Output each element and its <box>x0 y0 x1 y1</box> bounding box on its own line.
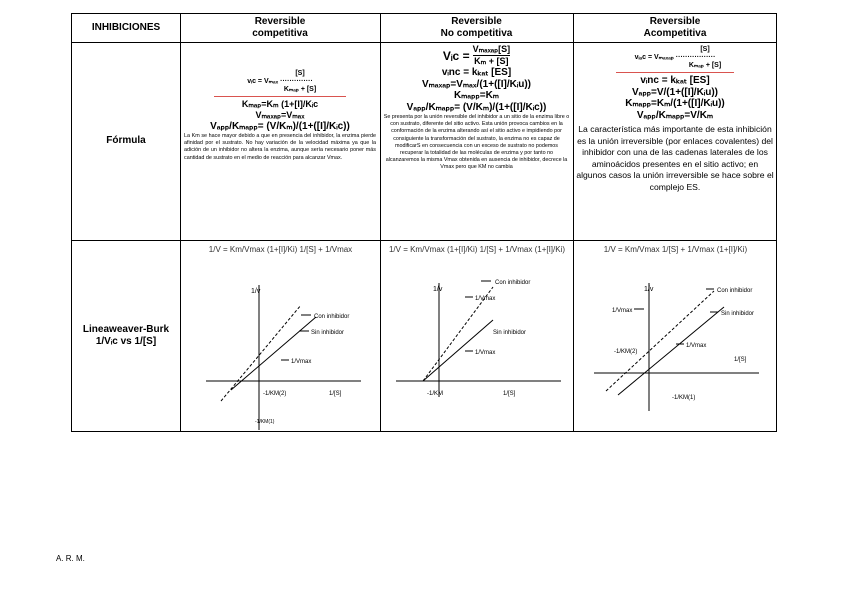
formula-denominator: Kₘ + [S] <box>474 56 509 66</box>
red-divider <box>214 96 346 97</box>
row-label-text: Lineaweaver-Burk <box>82 324 170 335</box>
formula-kmap: Kₘₐₚₚ=Kₘ/(1+([I]/Kᵢu)) <box>625 98 725 109</box>
formula-denominator: Kₘₐₚ + [S] <box>688 62 722 69</box>
header-line: competitiva <box>252 28 308 39</box>
uncompetitive-description: La característica más importante de esta inhibición es la unión irreversible (por enlaces covalentes) del inhibidor con una de las cadenas laterales de los aminoácidos presentes en el sitio activo; en algunos casos la unión irreversible se hace sobre el complejo ES. <box>576 124 774 192</box>
header-uncompetitive <box>573 16 777 40</box>
formula-lhs: Vᵢc = <box>442 48 470 63</box>
row-label-formula <box>72 42 180 240</box>
label-sin-inhibidor: Sin inhibidor <box>311 330 345 336</box>
formula-vapp: Vₐₚₚ/Kₘₐₚₚ= (V/Kₘ)/(1+([I]/Kᵢc)) <box>210 121 350 132</box>
formula-main <box>383 44 570 67</box>
formula-numerator: [S] <box>700 46 710 53</box>
formula-vmaxap: Vₘₐₓₐₚ=Vₘₐₓ/(1+([I]/Kᵢu)) <box>421 78 532 90</box>
formula-vapp: Vₐₚₚ/Kₘₐₚₚ= (V/Kₘ)/(1+([I]/Kᵢc)) <box>406 101 547 113</box>
noncompetitive-description: Se presenta por la unión reversible del inhibidor a un sitio de la enzima libre o con sustrato, diferente del sitio activo. Esta unión provoca cambios en la conformación de la enzima alterando así el sitio activo e impidiendo por consiguiente la transformación del sustrato, la enzima no es capaz de modificarS en consecuencia con un exceso de sustrato no podemos recuperar la totalidad de las moléculas de enzima y por tanto no alcanzaremos la misma Vmax obtenida en ausencia de inhibidor, decrece la Vmax pero que KM no cambia <box>383 114 570 171</box>
formula-lhs: vᵢc = Vₘₐₓ ·············· <box>247 78 313 85</box>
y-label: 1/v <box>251 288 261 295</box>
formula-numerator: [S] <box>295 70 305 77</box>
formula-vinc: vᵢnc = kₖₐₜ [ES] <box>640 75 710 86</box>
label-sin-inhibidor: Sin inhibidor <box>721 311 755 317</box>
label-vmax: 1/Vmax <box>686 343 707 349</box>
label-km2: -1/KM(2) <box>263 391 287 397</box>
header-text: INHIBICIONES <box>91 22 161 33</box>
formula-vinc: vᵢnc = kₖₐₜ [ES] <box>441 67 512 78</box>
author-initials: A. R. M. <box>56 554 85 563</box>
label-con-inhibidor: Con inhibidor <box>717 288 753 294</box>
line-con-inhibidor <box>221 305 301 401</box>
label-km1: -1/KM(1) <box>672 395 696 401</box>
label-vmax: 1/Vmax <box>612 308 633 314</box>
label-yint: 1/Vmax <box>291 359 312 365</box>
lb-equation: 1/V = Km/Vmax 1/[S] + 1/Vmax (1+[I]/Ki) <box>603 245 748 254</box>
lb-equation: 1/V = Km/Vmax (1+[I]/Ki) 1/[S] + 1/Vmax (1+[I]/Ki) <box>388 245 566 254</box>
red-divider <box>616 72 734 73</box>
line-sin-inhibidor <box>231 317 316 390</box>
label-con-inhibidor: Con inhibidor <box>314 314 350 320</box>
label-xs: 1/[S] <box>329 391 342 397</box>
formula-numerator: Vₘₐₓₐₚ[S] <box>472 44 511 54</box>
row-label-text: 1/Vᵢc vs 1/[S] <box>95 336 157 347</box>
label-km1: -1/KM(1) <box>255 419 275 425</box>
uncompetitive-formula <box>576 46 774 194</box>
y-label: 1/v <box>644 286 654 293</box>
formula-vapp: Vₐₚₚ=V/(1+([I]/Kᵢu)) <box>632 86 718 98</box>
header-inhibiciones <box>72 14 180 42</box>
uncompetitive-lb-svg <box>574 265 777 430</box>
line-con-inhibidor <box>606 291 714 391</box>
formula-fraction <box>473 44 511 67</box>
header-line: Acompetitiva <box>643 28 707 39</box>
lb-equation: 1/V = Km/Vmax (1+[I]/Ki) 1/[S] + 1/Vmax <box>208 245 353 254</box>
formula-kmap: Kₘₐₚₚ=Kₘ <box>453 90 500 101</box>
header-line: Reversible <box>649 16 701 27</box>
formula-vmaxap: Vₘₐₓₐₚ=Vₘₐₓ <box>255 110 305 120</box>
label-vmax: 1/Vmax <box>475 350 496 356</box>
header-competitive <box>180 16 380 40</box>
competitive-formula <box>184 70 376 162</box>
header-noncompetitive <box>380 16 573 40</box>
label-con-inhibidor: Con inhibidor <box>495 280 531 286</box>
label-vmax: 1/Vmax <box>475 296 496 302</box>
competitive-lb-plot <box>181 241 380 432</box>
label-xs: 1/[S] <box>503 391 516 397</box>
uncompetitive-lb-plot <box>574 241 777 432</box>
row-label-lineweaver-burk <box>72 240 180 432</box>
noncompetitive-lb-plot <box>381 241 573 432</box>
noncompetitive-formula <box>383 44 570 172</box>
row-label-text: Fórmula <box>106 135 146 146</box>
label-km: -1/KM <box>427 391 444 397</box>
competitive-lb-svg <box>181 265 380 430</box>
formula-vapp-km: Vₐₚₚ/Kₘₐₚₚ=V/Kₘ <box>636 109 714 121</box>
header-line: No competitiva <box>440 28 513 39</box>
competitive-description: La Km se hace mayor debido a que en presencia del inhibidor, la enzima pierde afinidad por el sustrato. No hay variación de la velocidad máxima ya que la adición de un inhibidor no altera la enzima, aunque sería necesario poner más cantidad de sustrato en el medio de reacción para alcanzar Vmax. <box>184 133 376 161</box>
label-xs: 1/[S] <box>734 357 747 363</box>
label-km2: -1/KM(2) <box>614 349 638 355</box>
inhibition-table <box>71 13 777 432</box>
label-sin-inhibidor: Sin inhibidor <box>493 330 527 336</box>
noncompetitive-lb-svg <box>381 265 573 430</box>
header-line: Reversible <box>451 16 502 27</box>
formula-denominator: Kₘₐₚ + [S] <box>283 86 317 93</box>
formula-kmap: Kₘₐₚ=Kₘ (1+[I]/Kᵢc <box>241 99 319 109</box>
formula-lhs: vᵢₐc = Vₘₐₓₐₚ ················· <box>634 54 716 61</box>
header-line: Reversible <box>254 16 306 27</box>
y-label: 1/v <box>433 286 443 293</box>
